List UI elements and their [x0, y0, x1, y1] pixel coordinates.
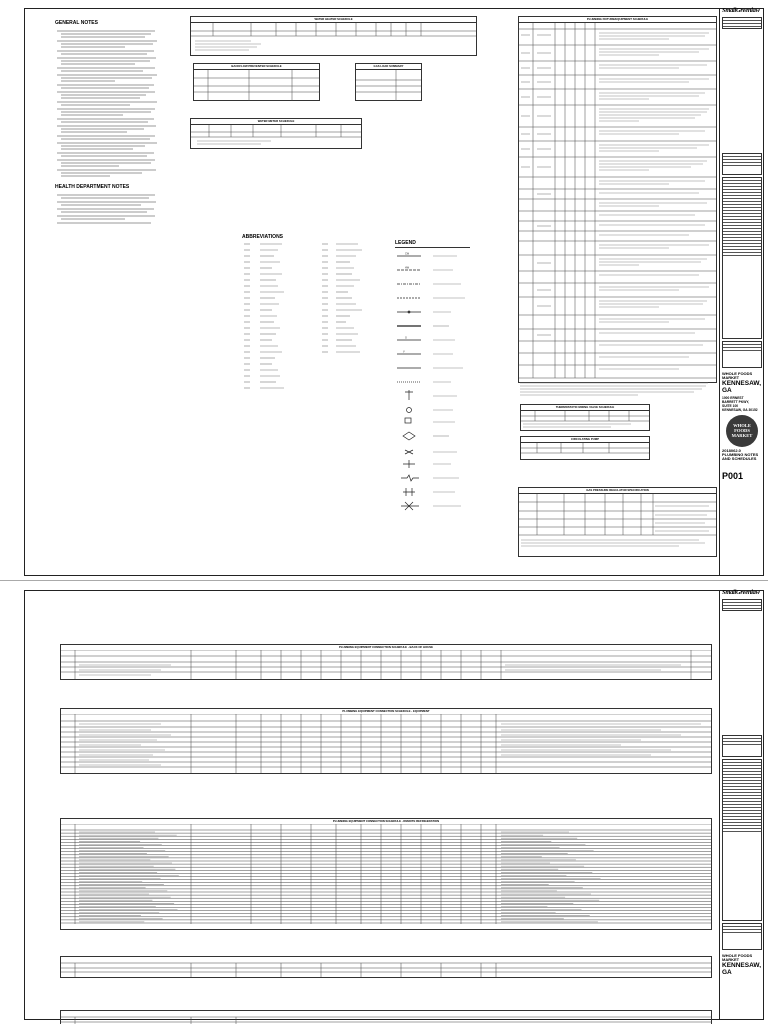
consultant-box-2 — [722, 923, 762, 950]
equipment-schedule-title: PLUMBING EQUIPMENT CONNECTION SCHEDULE - EQUIPMENT — [342, 709, 430, 713]
revision-table-2 — [722, 759, 762, 921]
firm-logo-2: SmallGreenlaw — [722, 589, 760, 596]
plumbing-fixture-schedule-title: PLUMBING FIXTURE/EQUIPMENT SCHEDULE — [519, 17, 716, 23]
revision-box-2 — [722, 735, 762, 757]
plumbing-fixture-schedule-grid — [519, 23, 716, 383]
health-notes-text-lines — [55, 193, 160, 228]
job-number: 2018062.0 — [722, 447, 741, 453]
legend-title: LEGEND — [395, 240, 416, 246]
health-notes-title: HEALTH DEPARTMENT NOTES — [55, 184, 130, 190]
refrigeration-schedule-title: PLUMBING EQUIPMENT CONNECTION SCHEDULE - REMOTE REFRIGERATION — [332, 819, 440, 823]
health-notes-list — [55, 193, 160, 228]
circulating-pump-title: CIRCULATING PUMP — [521, 437, 649, 443]
water-heater-schedule — [190, 16, 477, 56]
svg-text:G: G — [405, 336, 407, 340]
backflow-schedule-grid — [194, 70, 319, 101]
bottom-schedule-grid — [61, 957, 711, 977]
water-heater-schedule-title: WATER HEATER SCHEDULE — [191, 17, 476, 23]
general-notes-list — [55, 29, 160, 179]
revision-table — [722, 177, 762, 339]
general-notes-text-lines — [55, 29, 160, 179]
back-of-house-schedule — [60, 644, 712, 680]
gas-load-summary-title: GAS LOAD SUMMARY — [356, 64, 421, 70]
plumbing-schedule-cutoff — [60, 1010, 712, 1024]
plumbing-schedule-bottom — [60, 956, 712, 978]
general-notes-title: GENERAL NOTES — [55, 20, 98, 26]
legend — [395, 250, 475, 525]
whole-foods-seal: WHOLE FOODS MARKET — [726, 415, 758, 447]
circulating-pump-grid — [521, 443, 649, 460]
equipment-schedule — [60, 708, 712, 774]
back-of-house-schedule-grid — [61, 650, 711, 679]
plumbing-fixture-schedule-notes — [518, 381, 715, 401]
thermostatic-schedule-title: THERMOSTATIC MIXING VALVE SCHEDULE — [521, 405, 649, 411]
project-city: KENNESAW, GA — [722, 380, 762, 395]
sheet-title: PLUMBING NOTES AND SCHEDULES — [722, 452, 759, 462]
revision-box — [722, 153, 762, 175]
legend-symbols — [395, 250, 475, 525]
project-city-2: KENNESAW, GA — [722, 962, 762, 977]
firm-logo: SmallGreenlaw — [722, 7, 760, 14]
svg-text:HW: HW — [405, 266, 409, 270]
gas-load-summary-grid — [356, 70, 421, 101]
thermostatic-schedule-grid — [521, 411, 649, 431]
project-name-2: WHOLE FOODS MARKET — [722, 952, 753, 962]
project-address-2: BARRETT PKWY, — [722, 400, 750, 405]
gas-regulator-title: GAS PRESSURE REGULATOR SPECIFICATION — [519, 488, 716, 494]
backflow-preventer-schedule — [193, 63, 320, 101]
title-block — [719, 8, 764, 576]
equipment-schedule-grid — [61, 714, 711, 773]
plumbing-fixture-notes-lines — [518, 381, 715, 401]
title-block-2 — [719, 590, 764, 1020]
circulating-pump-schedule — [520, 436, 650, 460]
project-address-1: 1000 ERNEST — [722, 396, 744, 401]
svg-text:CW: CW — [405, 252, 409, 256]
abbreviations-title: ABBREVIATIONS — [242, 234, 284, 240]
drawing-sheet-2 — [0, 582, 768, 1024]
svg-text:V: V — [403, 350, 405, 354]
backflow-schedule-title: BACKFLOW PREVENTER SCHEDULE — [194, 64, 319, 70]
water-meter-schedule-title: WATER METER SCHEDULE — [191, 119, 361, 125]
project-address-4: KENNESAW, GA 30152 — [722, 407, 758, 412]
abbreviations-list — [242, 240, 372, 400]
sheet-number: P001 — [722, 470, 744, 481]
firm-address-box — [722, 17, 762, 29]
firm-address-box-2 — [722, 599, 762, 611]
remote-refrigeration-schedule — [60, 818, 712, 930]
gas-load-summary — [355, 63, 422, 101]
water-meter-schedule-grid — [191, 125, 361, 149]
water-meter-schedule — [190, 118, 362, 149]
project-name: WHOLE FOODS MARKET — [722, 370, 753, 380]
gas-regulator-grid — [519, 494, 716, 557]
consultant-box — [722, 341, 762, 368]
gas-pressure-regulator-spec — [518, 487, 717, 557]
thermostatic-mixing-valve-schedule — [520, 404, 650, 431]
project-address-3: SUITE 100 — [722, 404, 739, 408]
back-of-house-schedule-title: PLUMBING EQUIPMENT CONNECTION SCHEDULE - BACK OF HOUSE — [338, 645, 433, 649]
water-heater-schedule-grid — [191, 23, 476, 55]
abbreviations-text-lines — [242, 240, 372, 400]
refrigeration-schedule-grid — [61, 824, 711, 929]
cutoff-schedule-grid — [61, 1011, 711, 1024]
legend-rule — [395, 247, 470, 248]
plumbing-fixture-schedule — [518, 16, 717, 383]
